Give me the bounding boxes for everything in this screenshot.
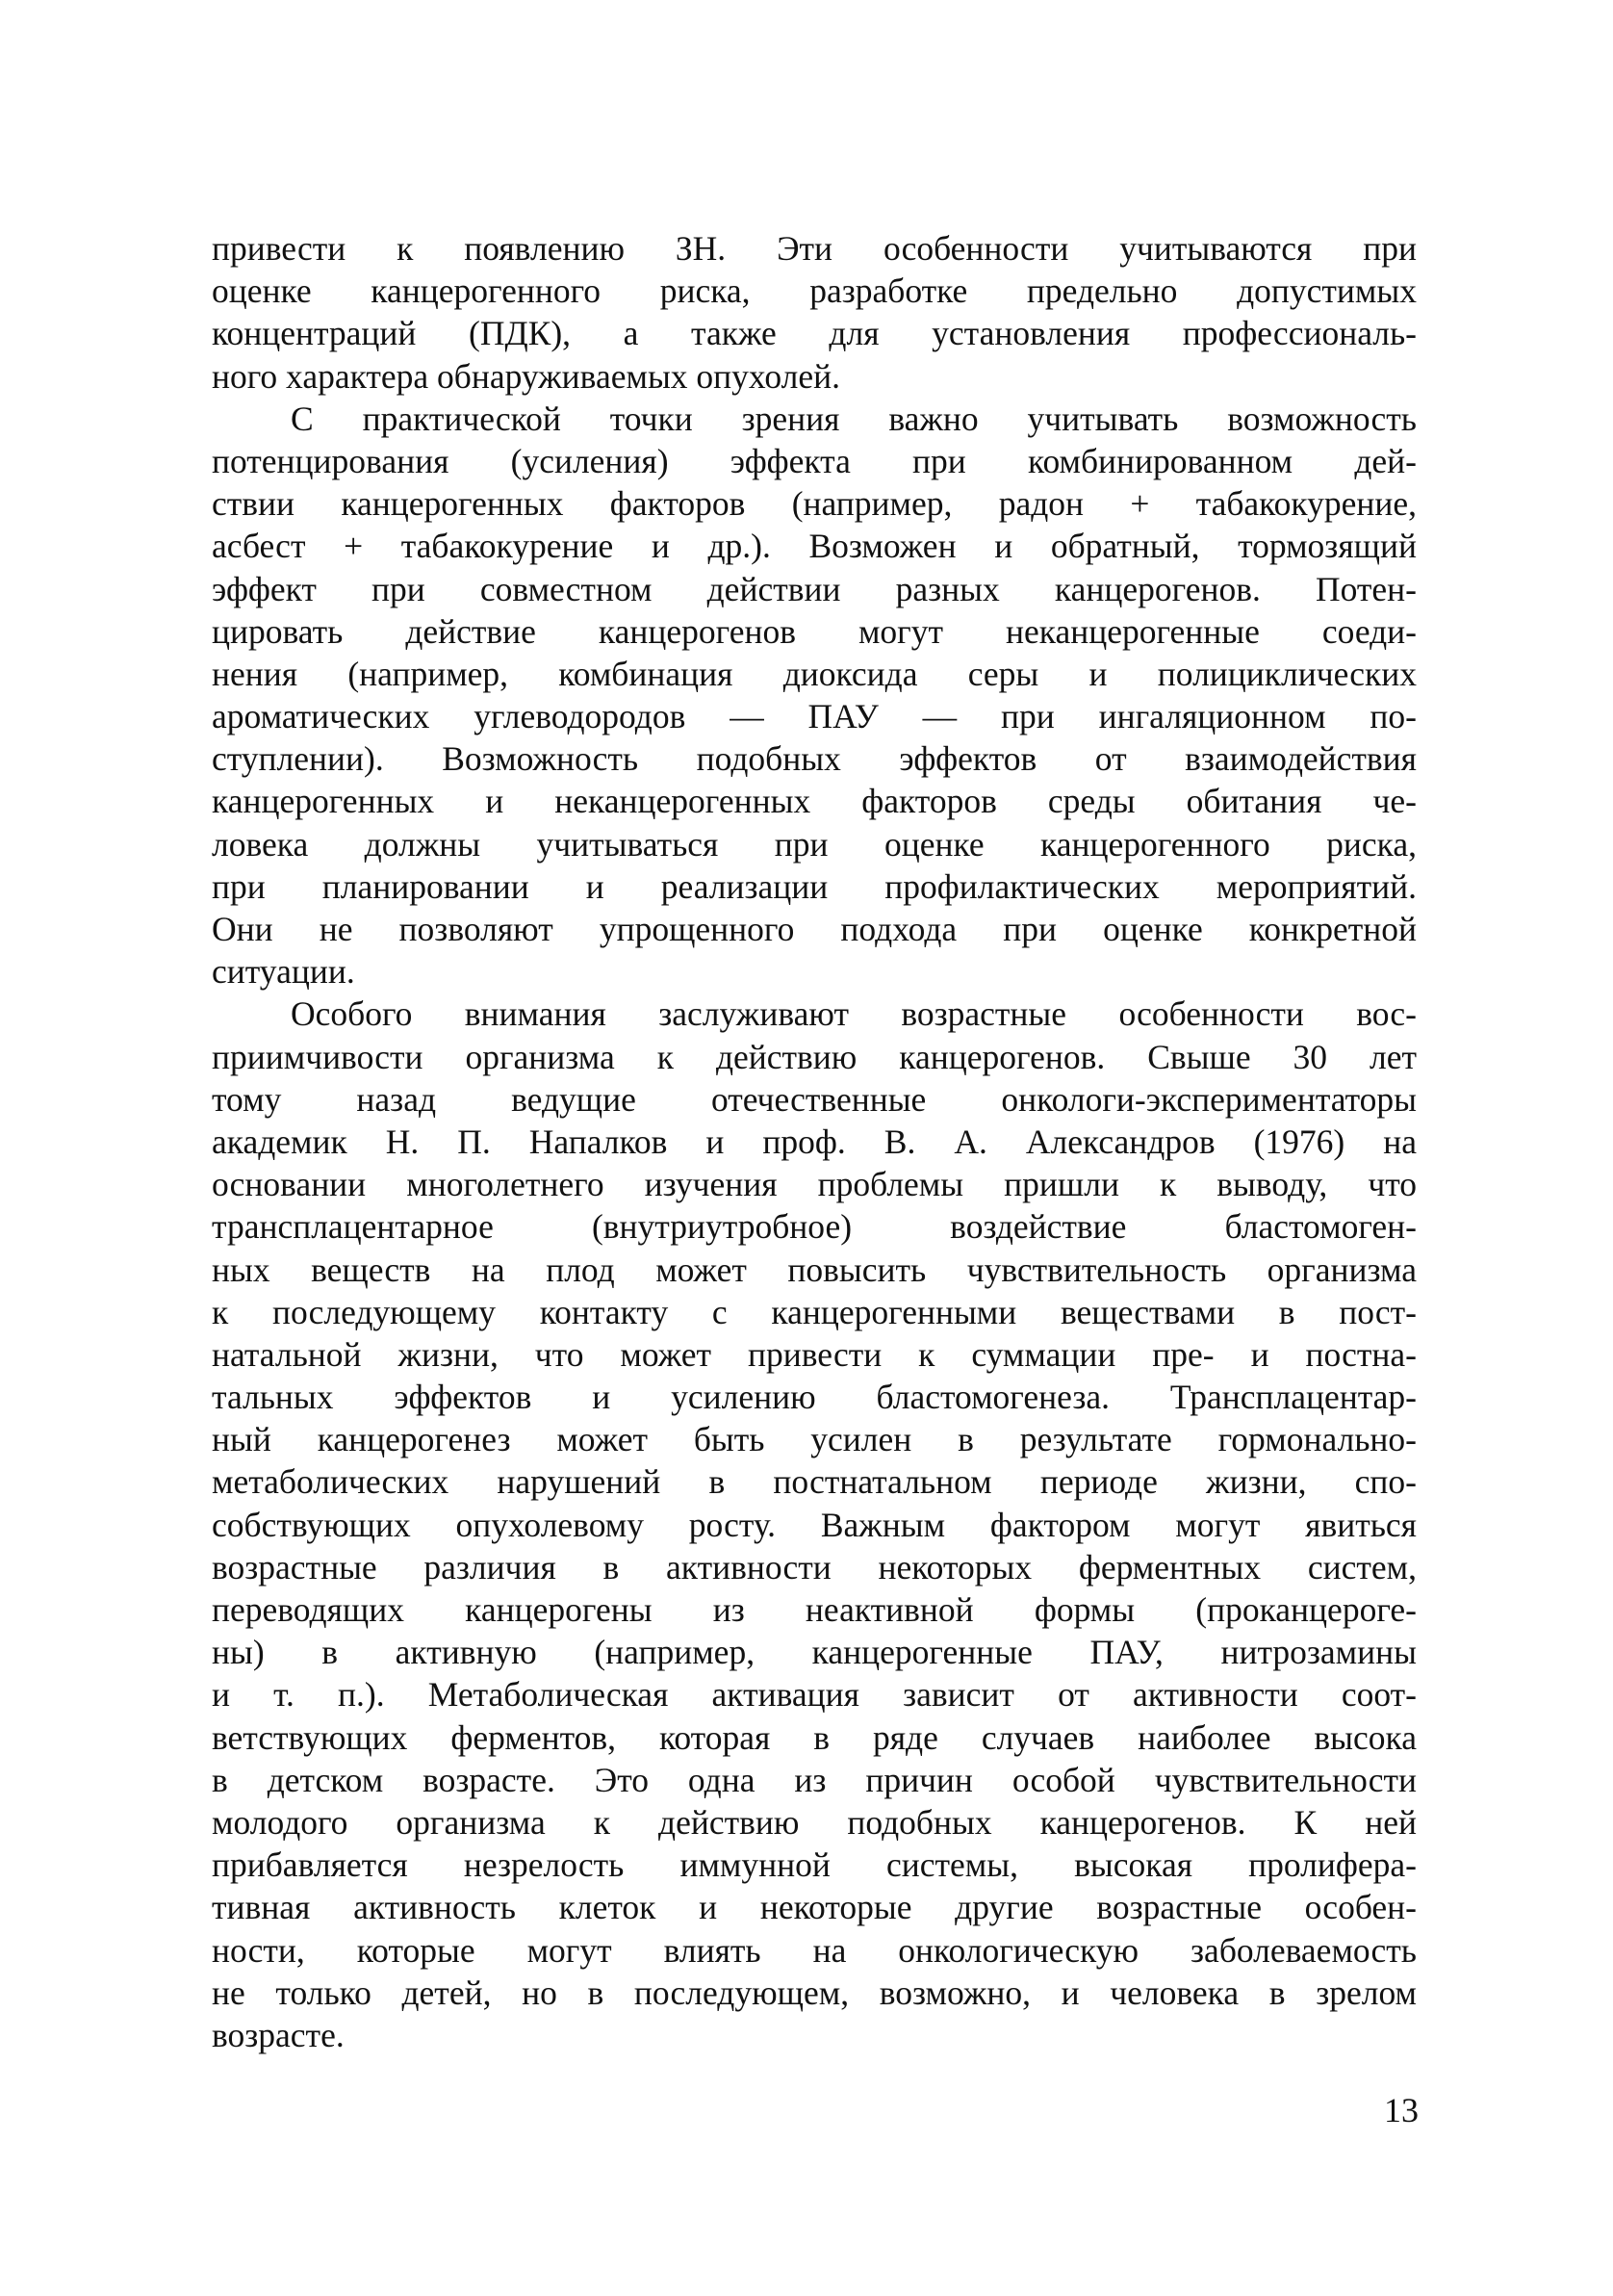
text-line: цировать действие канцерогенов могут неканцерогенные соеди- [212, 611, 1417, 651]
text-line: ствии канцерогенных факторов (например, радон + табакокурение, [212, 484, 1417, 524]
text-line: тальных эффектов и усилению бластомогенеза. Трансплацентар- [212, 1378, 1417, 1417]
text-line: тивная активность клеток и некоторые другие возрастные особен- [212, 1888, 1417, 1927]
text-line: ветствующих ферментов, которая в ряде случаев наиболее высока [212, 1717, 1417, 1757]
text-line: концентраций (ПДК), а также для установления профессиональ- [212, 314, 1417, 353]
text-line: трансплацентарное (внутриутробное) воздействие бластомоген- [212, 1207, 1417, 1247]
text-line: канцерогенных и неканцерогенных факторов среды обитания че- [212, 782, 1417, 821]
paragraph-3 [212, 993, 1417, 2056]
text-line: асбест + табакокурение и др.). Возможен и обратный, тормозящий [212, 527, 1417, 566]
text-line: ароматических углеводородов — ПАУ — при ингаляционном по- [212, 697, 1417, 736]
text-line: ного характера обнаруживаемых опухолей. [212, 356, 840, 396]
text-line: к последующему контакту с канцерогенными веществами в пост- [212, 1292, 1417, 1331]
text-line: молодого организма к действию подобных канцерогенов. К ней [212, 1802, 1417, 1842]
text-line: приимчивости организма к действию канцерогенов. Свыше 30 лет [212, 1037, 1417, 1076]
text-line: при планировании и реализации профилактических мероприятий. [212, 866, 1417, 906]
text-line: основании многолетнего изучения проблемы пришли к выводу, что [212, 1165, 1417, 1204]
text-line: ситуации. [212, 952, 355, 992]
text-line: собствующих опухолевому росту. Важным фактором могут явиться [212, 1505, 1417, 1544]
text-line: Они не позволяют упрощенного подхода при оценке конкретной [212, 910, 1417, 948]
text-line: возрастные различия в активности некоторых ферментных систем, [212, 1547, 1417, 1587]
text-line: натальной жизни, что может привести к суммации пре- и постна- [212, 1334, 1417, 1374]
page-number: 13 [1384, 2091, 1419, 2129]
text-line: академик Н. П. Напалков и проф. В. А. Александров (1976) на [212, 1122, 1417, 1161]
text-line: С практической точки зрения важно учитывать возможность [291, 399, 1417, 438]
text-line: потенцирования (усиления) эффекта при комбинированном дей- [212, 441, 1417, 480]
text-line: тому назад ведущие отечественные онкологи-экспериментаторы [212, 1079, 1417, 1119]
text-line: нения (например, комбинация диоксида серы и полициклических [212, 654, 1417, 693]
text-line: ности, которые могут влиять на онкологическую заболеваемость [212, 1930, 1417, 1970]
text-line: ступлении). Возможность подобных эффектов от взаимодействия [212, 739, 1417, 779]
text-line: и т. п.). Метаболическая активация зависит от активности соот- [212, 1675, 1417, 1715]
paragraph-1 [212, 227, 1417, 398]
text-line: ны) в активную (например, канцерогенные ПАУ, нитрозамины [212, 1633, 1417, 1672]
text-line: привести к появлению ЗН. Эти особенности учитываются при [212, 229, 1417, 268]
text-line: не только детей, но в последующем, возможно, и человека в зрелом [212, 1973, 1417, 2012]
text-line: эффект при совместном действии разных канцерогенов. Потен- [212, 569, 1417, 608]
text-line: ный канцерогенез может быть усилен в результате гормонально- [212, 1420, 1417, 1459]
text-line: ловека должны учитываться при оценке канцерогенного риска, [212, 824, 1417, 864]
text-line: метаболических нарушений в постнатальном периоде жизни, спо- [212, 1462, 1417, 1502]
paragraph-2 [212, 398, 1417, 993]
text-line: возрасте. [212, 2015, 345, 2054]
text-line: оценке канцерогенного риска, разработке предельно допустимых [212, 271, 1417, 311]
text-line: в детском возрасте. Это одна из причин особой чувствительности [212, 1760, 1417, 1799]
body-text [212, 227, 1417, 2056]
text-line: переводящих канцерогены из неактивной формы (проканцероге- [212, 1590, 1417, 1629]
text-line: прибавляется незрелость иммунной системы, высокая пролифера- [212, 1845, 1417, 1885]
text-line: Особого внимания заслуживают возрастные особенности вос- [291, 994, 1417, 1034]
text-line: ных веществ на плод может повысить чувствительность организма [212, 1250, 1417, 1289]
